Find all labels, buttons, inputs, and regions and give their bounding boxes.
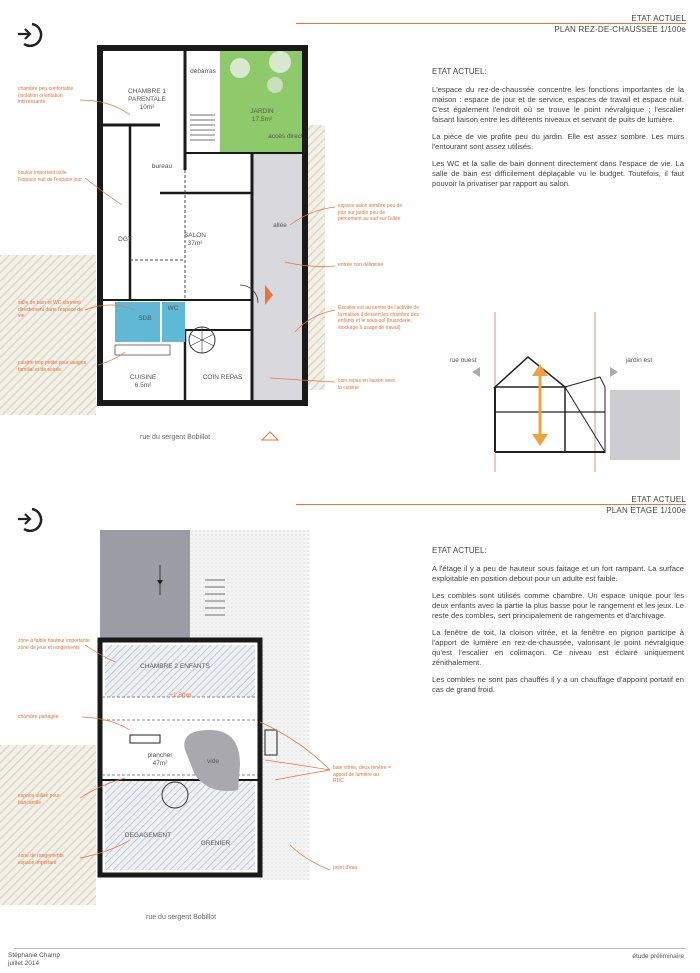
paragraph: Les WC et la salle de bain donnent directement dans l'espace de vie. La salle de bain est difficilement déplaçable vu le budget. Toutefois, il faut pouvoir la privatiser par rapport au salon. <box>432 159 684 188</box>
section-label-left: rue ouest <box>449 357 477 364</box>
footer-author-block <box>8 952 60 968</box>
paragraph: La fenêtre de toit, la cloison vitrée, et la fenêtre en pignon participe à l'apport de lumière en rez-de-chaussée, valorisant le point névralgique qu'est l'escalier en colimaçon. Ce niveau est éclairé uniquement zénithalement. <box>432 628 684 667</box>
footer-author: Stéphanie Champ <box>8 952 61 959</box>
note-entree: entrée non délimitée <box>338 262 384 268</box>
paragraph: Les combles ne sont pas chauffés il y a un chauffage d'appoint portatif en cas de grand froid. <box>432 675 684 694</box>
ground-floor-description <box>432 67 684 196</box>
header-title: ETAT ACTUEL <box>631 495 686 504</box>
paragraph: A l'étage il y a peu de hauteur sous faitage et un fort rampant. La surface exploitable en position debout pour un adulte est faible. <box>432 564 684 583</box>
room-wc: WC <box>167 305 179 312</box>
room-allee: allée <box>273 222 287 229</box>
room-debarras: débarras <box>190 68 216 75</box>
upper-floor-description <box>432 546 684 702</box>
room-degagement: DEGAGEMENT <box>124 832 172 839</box>
page-title <box>606 494 686 516</box>
room-salon: SALON 37m² <box>183 232 207 247</box>
paragraph: L'espace du rez-de-chaussée concentre les fonctions importantes de la maison : espace de jour et de service, espaces de travail et espace nuit. C'est également l'endroit où se trouve le point névralgique ; l'escalier faisant liaison entre les différents niveaux et servant de puits de lumière. <box>432 85 684 124</box>
paragraph: Les combles sont utilisés comme chambre. Un espace unique pour les deux enfants avec la partie la plus basse pour le rangement et les jeux. Le reste des combles, sert principalement de rangements et d'archivage. <box>432 591 684 620</box>
section-sketch <box>440 312 685 482</box>
footer-stage: étude préliminaire <box>632 953 684 960</box>
header-title: ETAT ACTUEL <box>631 14 686 23</box>
note-chambre-partagee: chambre partagée <box>18 714 59 720</box>
room-bureau: bureau <box>151 163 173 170</box>
description-heading: ETAT ACTUEL: <box>432 546 487 555</box>
street-label-ground: rue du sergent Bobillot <box>140 434 211 441</box>
room-plancher: plancher 47m² <box>147 752 173 767</box>
note-escalier: Escalier est au centre de l'activité de la maison il dessert les chambre des enfants et le sous-sol (buanderie, stockage à usage de travail) <box>338 305 419 331</box>
room-jardin: JARDIN 17.5m² <box>250 108 274 123</box>
paragraph: La pièce de vie profite peu du jardin. Elle est assez sombre. Les murs l'entourant sont assez utilisés. <box>432 132 684 151</box>
note-espace-sombre: espace salon sombre peu de jour sur jardin peu de percement au sud sur l'allée <box>338 203 403 222</box>
room-cuisine: CUISINE 6.5m² <box>129 374 157 389</box>
room-chambre2: CHAMBRE 2 ENFANTS <box>140 663 210 670</box>
street-label-upper: rue du sergent Bobillot <box>146 914 217 921</box>
room-chambre: CHAMBRE 1 PARENTALE 10m² <box>128 88 166 111</box>
note-point-eau: point d'eau <box>333 865 358 871</box>
note-zone-rangement: zone de rangements espace important <box>18 853 64 866</box>
footer-date: juillet 2014 <box>8 960 40 967</box>
note-zone-faible: zone à faible hauteur importante zone de jeux et rangements <box>18 638 90 651</box>
note-baie-vitree: baie vitrée, deux fenêtre = apport de lumière au RDC <box>333 765 391 784</box>
room-sdb: SDB <box>138 315 152 322</box>
note-coin-repas: coin repas en liaison avec la cuisine <box>338 378 396 391</box>
description-heading: ETAT ACTUEL: <box>432 67 487 76</box>
note-sdb: salle de bain et WC donnent directement dans l'espace de vie <box>18 300 83 319</box>
room-vide: vide <box>207 758 219 765</box>
section-label-right: jardin est <box>625 357 653 364</box>
room-hauteur: +1.80m <box>169 692 191 699</box>
note-couloir: couloir important isole l'espace nuit de l'espace jour <box>18 170 82 183</box>
header-subtitle: PLAN ETAGE 1/100e <box>606 506 686 515</box>
north-arrow-icon <box>16 505 50 535</box>
header-subtitle: PLAN REZ-DE-CHAUSSEE 1/100e <box>554 25 686 34</box>
note-cuisine: cuisine trop petite pour usages familial et de soirée <box>18 360 87 373</box>
note-espace-utilise: espace utilisé pour bancarelle <box>18 793 60 806</box>
footer-rule <box>14 948 686 949</box>
room-coin-repas: COIN REPAS <box>202 374 243 381</box>
room-grenier: GRENIER <box>200 840 231 847</box>
note-chambre: chambre peu confortable (isolation orientation intéressante <box>18 86 74 105</box>
room-dgt: DGT <box>118 236 132 243</box>
room-acces: accès direct <box>268 133 303 140</box>
